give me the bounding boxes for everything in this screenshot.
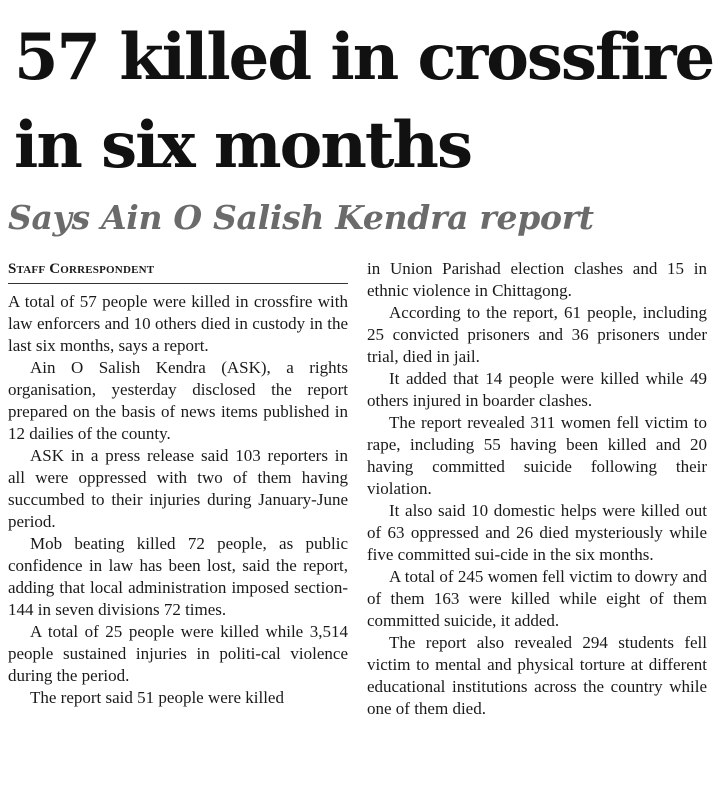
article-column-left (8, 258, 348, 709)
paragraph: A total of 25 people were killed while 3,514 people sustained injuries in politi-cal violence during the period. (8, 622, 348, 685)
article-column-right (367, 258, 707, 720)
paragraph: It added that 14 people were killed while 49 others injured in boarder clashes. (367, 369, 707, 410)
byline: Staff Correspondent (8, 258, 348, 284)
paragraph: Ain O Salish Kendra (ASK), a rights organisation, yesterday disclosed the report prepared on the basis of news items published in 12 dailies of the county. (8, 358, 348, 443)
headline: 57 killed in crossfire in six months (14, 20, 714, 183)
paragraph-continued: in Union Parishad election clashes and 15 in ethnic violence in Chittagong. (367, 259, 707, 300)
paragraph: The report also revealed 294 students fell victim to mental and physical torture at different educational institutions across the country while one of them died. (367, 633, 707, 718)
paragraph: It also said 10 domestic helps were killed out of 63 oppressed and 26 died mysteriously while five committed sui-cide in the six months. (367, 501, 707, 564)
paragraph: The report said 51 people were killed (30, 688, 284, 707)
subheadline: Says Ain O Salish Kendra report (8, 198, 594, 237)
paragraph: ASK in a press release said 103 reporters in all were oppressed with two of them having succumbed to their injuries during January-June period. (8, 446, 348, 531)
paragraph: The report revealed 311 women fell victim to rape, including 55 having been killed and 20 having committed suicide following their violation. (367, 413, 707, 498)
paragraph: A total of 57 people were killed in crossfire with law enforcers and 10 others died in custody in the last six months, says a report. (8, 292, 348, 355)
paragraph: According to the report, 61 people, including 25 convicted prisoners and 36 prisoners under trial, died in jail. (367, 303, 707, 366)
paragraph: A total of 245 women fell victim to dowry and of them 163 were killed while eight of them committed suicide, it added. (367, 567, 707, 630)
paragraph: Mob beating killed 72 people, as public confidence in law has been lost, said the report, adding that local administration imposed section-144 in seven divisions 72 times. (8, 534, 348, 619)
